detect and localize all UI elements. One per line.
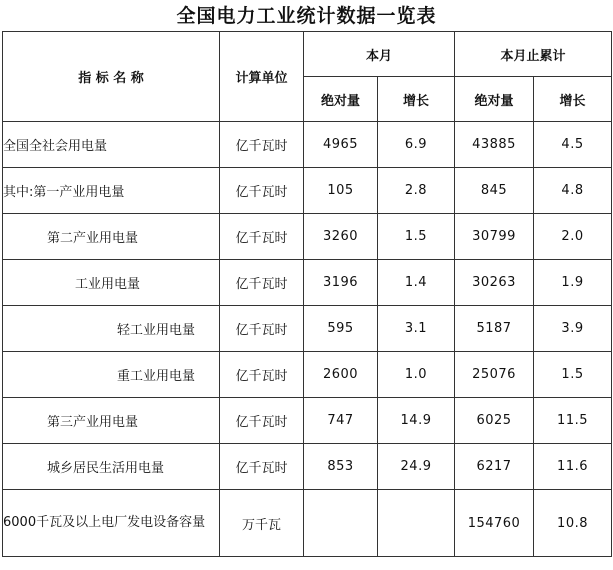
row-cumulative-growth: 4.5 xyxy=(534,122,612,168)
row-name: 全国全社会用电量 xyxy=(3,122,220,168)
header-cumulative: 本月止累计 xyxy=(455,32,612,77)
table-row xyxy=(3,168,612,214)
statistics-table xyxy=(2,31,612,557)
row-month-growth: 1.4 xyxy=(378,260,455,306)
row-name: 第三产业用电量 xyxy=(3,398,220,444)
row-unit: 万千瓦 xyxy=(220,490,304,557)
row-cumulative-absolute: 6025 xyxy=(455,398,534,444)
row-name: 其中:第一产业用电量 xyxy=(3,168,220,214)
table-title: 全国电力工业统计数据一览表 xyxy=(176,5,437,27)
row-cumulative-absolute: 6217 xyxy=(455,444,534,490)
header-cumulative-absolute: 绝对量 xyxy=(455,77,534,122)
row-cumulative-growth: 11.6 xyxy=(534,444,612,490)
row-month-absolute: 853 xyxy=(304,444,378,490)
row-month-absolute: 105 xyxy=(304,168,378,214)
header-this-month: 本月 xyxy=(304,32,455,77)
row-month-absolute: 4965 xyxy=(304,122,378,168)
table-row xyxy=(3,306,612,352)
header-cumulative-growth: 增长 xyxy=(534,77,612,122)
table-row xyxy=(3,352,612,398)
row-month-growth xyxy=(378,490,455,557)
row-cumulative-absolute: 25076 xyxy=(455,352,534,398)
row-cumulative-absolute: 154760 xyxy=(455,490,534,557)
row-cumulative-growth: 1.5 xyxy=(534,352,612,398)
row-unit: 亿千瓦时 xyxy=(220,260,304,306)
row-month-absolute: 747 xyxy=(304,398,378,444)
row-cumulative-growth: 1.9 xyxy=(534,260,612,306)
row-month-growth: 2.8 xyxy=(378,168,455,214)
row-cumulative-absolute: 5187 xyxy=(455,306,534,352)
row-unit: 亿千瓦时 xyxy=(220,352,304,398)
row-name: 城乡居民生活用电量 xyxy=(3,444,220,490)
row-unit: 亿千瓦时 xyxy=(220,214,304,260)
row-month-growth: 24.9 xyxy=(378,444,455,490)
header-row-top xyxy=(3,32,612,77)
table-row xyxy=(3,122,612,168)
row-month-growth: 6.9 xyxy=(378,122,455,168)
row-name: 轻工业用电量 xyxy=(3,306,220,352)
row-name: 工业用电量 xyxy=(3,260,220,306)
header-unit: 计算单位 xyxy=(220,32,304,122)
row-cumulative-growth: 3.9 xyxy=(534,306,612,352)
row-month-absolute: 2600 xyxy=(304,352,378,398)
row-unit: 亿千瓦时 xyxy=(220,398,304,444)
table-row xyxy=(3,214,612,260)
row-month-absolute xyxy=(304,490,378,557)
row-cumulative-growth: 4.8 xyxy=(534,168,612,214)
row-cumulative-absolute: 43885 xyxy=(455,122,534,168)
row-month-absolute: 595 xyxy=(304,306,378,352)
row-month-growth: 14.9 xyxy=(378,398,455,444)
table-row xyxy=(3,398,612,444)
table-row xyxy=(3,444,612,490)
row-unit: 亿千瓦时 xyxy=(220,168,304,214)
row-unit: 亿千瓦时 xyxy=(220,306,304,352)
row-cumulative-absolute: 30263 xyxy=(455,260,534,306)
row-month-absolute: 3196 xyxy=(304,260,378,306)
row-month-growth: 1.0 xyxy=(378,352,455,398)
row-cumulative-growth: 11.5 xyxy=(534,398,612,444)
table-row xyxy=(3,490,612,557)
table-row xyxy=(3,260,612,306)
row-cumulative-absolute: 845 xyxy=(455,168,534,214)
row-cumulative-growth: 10.8 xyxy=(534,490,612,557)
row-month-absolute: 3260 xyxy=(304,214,378,260)
row-month-growth: 1.5 xyxy=(378,214,455,260)
row-name: 重工业用电量 xyxy=(3,352,220,398)
row-unit: 亿千瓦时 xyxy=(220,122,304,168)
row-name: 第二产业用电量 xyxy=(3,214,220,260)
row-unit: 亿千瓦时 xyxy=(220,444,304,490)
row-name: 6000千瓦及以上电厂发电设备容量 xyxy=(3,490,220,557)
row-cumulative-absolute: 30799 xyxy=(455,214,534,260)
header-indicator-name: 指 标 名 称 xyxy=(3,32,220,122)
header-month-growth: 增长 xyxy=(378,77,455,122)
row-cumulative-growth: 2.0 xyxy=(534,214,612,260)
row-month-growth: 3.1 xyxy=(378,306,455,352)
header-month-absolute: 绝对量 xyxy=(304,77,378,122)
